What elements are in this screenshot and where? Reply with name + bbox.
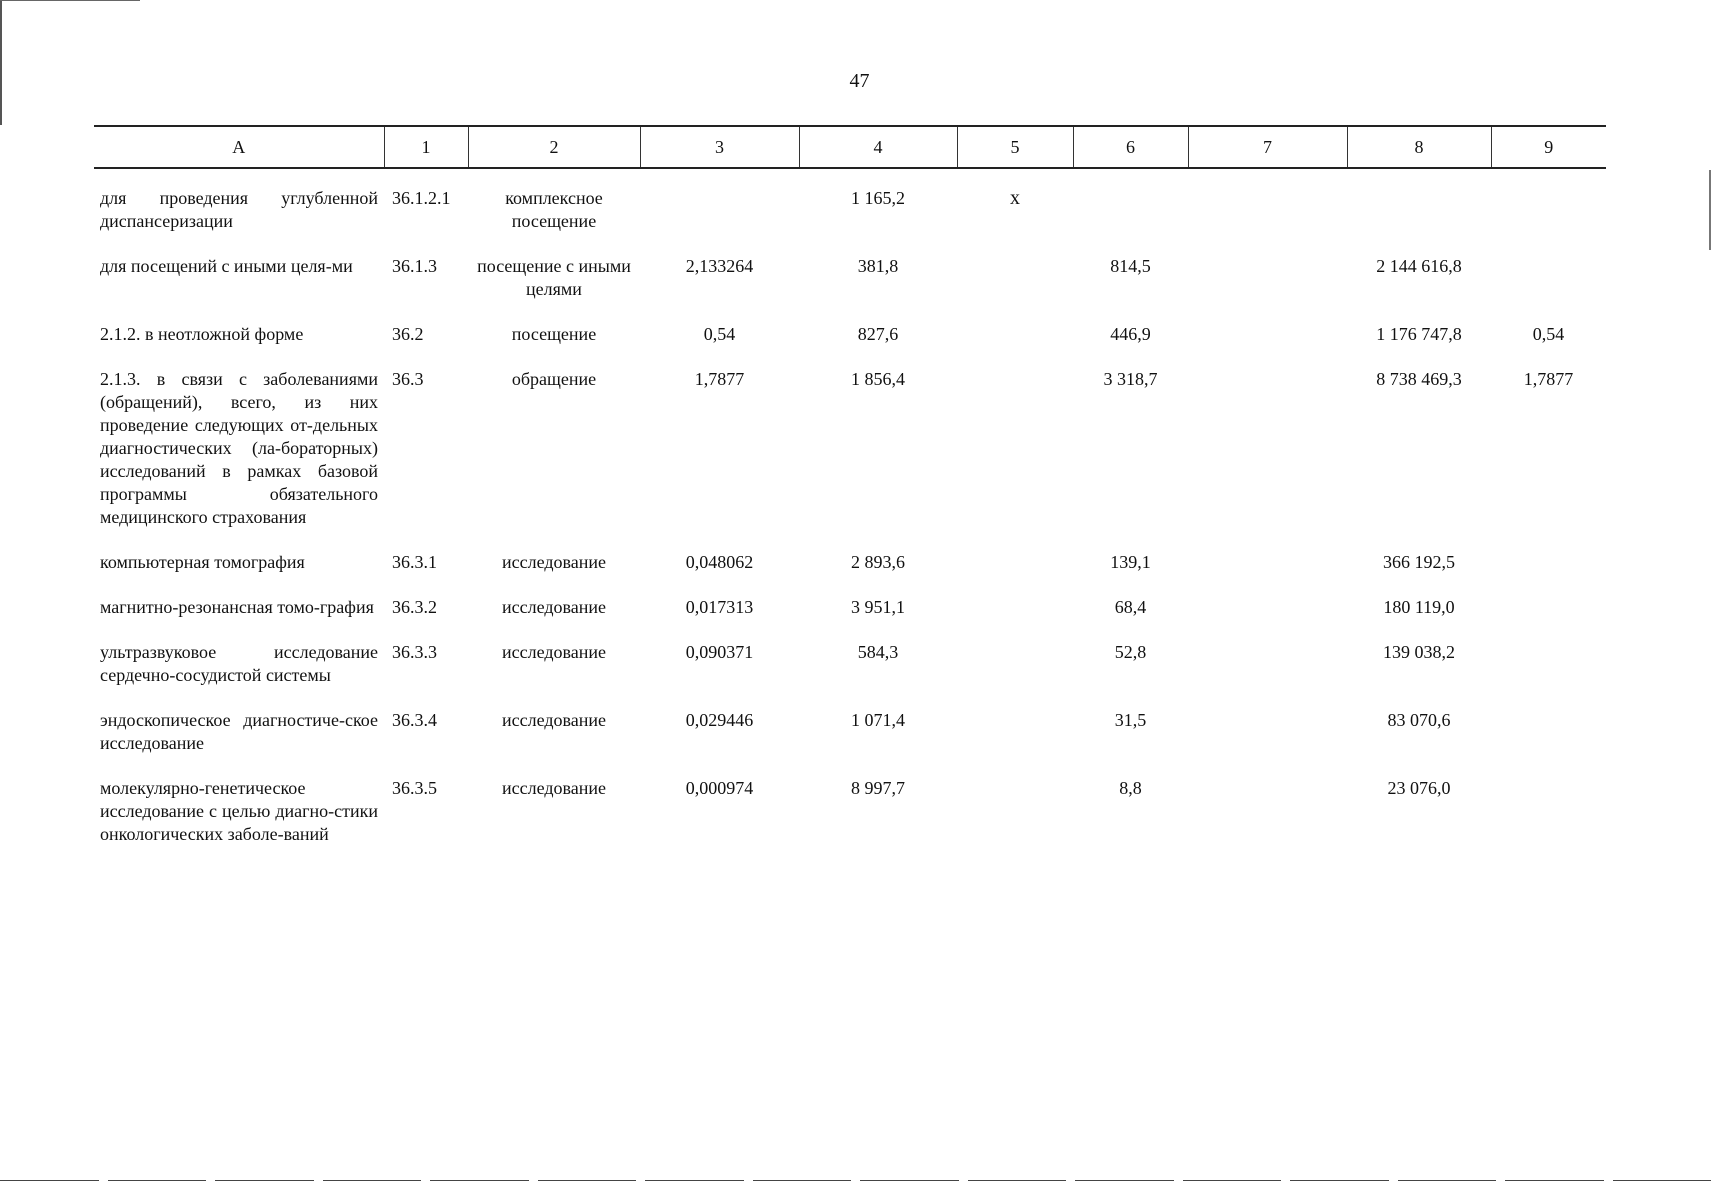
- table-cell-col9: [1491, 529, 1606, 574]
- table-cell-col6: 3 318,7: [1103, 369, 1158, 389]
- table-cell-unit: комплексное посещение: [505, 188, 603, 231]
- page-number: 47: [849, 70, 870, 92]
- table-cell-col7: [1188, 574, 1347, 619]
- table-cell-col6: [1073, 168, 1188, 233]
- table-cell-col5: [957, 233, 1073, 301]
- table-cell-code: 36.1.3: [392, 256, 437, 276]
- table-row: [94, 233, 1606, 301]
- table-cell-col6: 68,4: [1114, 597, 1147, 617]
- table-cell-col3: 0,000974: [685, 778, 754, 798]
- table-cell-col7: [1188, 755, 1347, 846]
- table-cell-unit: посещение: [511, 324, 597, 344]
- column-header: 7: [1188, 126, 1347, 168]
- table-cell-code: 36.3: [392, 369, 424, 389]
- table-cell-col8: 23 076,0: [1387, 778, 1451, 798]
- table-row: [94, 574, 1606, 619]
- scan-bottom-edge: [0, 1173, 1711, 1187]
- table-cell-code: 36.3.3: [392, 642, 437, 662]
- table-row: [94, 687, 1606, 755]
- table-cell-name: 2.1.2. в неотложной форме: [100, 324, 304, 344]
- table-cell-col3: 2,133264: [685, 256, 754, 276]
- table-cell-col8: 366 192,5: [1383, 552, 1455, 572]
- table-cell-col7: [1188, 687, 1347, 755]
- table-cell-col8: 139 038,2: [1383, 642, 1455, 662]
- table-cell-col8: 1 176 747,8: [1376, 324, 1462, 344]
- table-cell-col7: [1188, 619, 1347, 687]
- table-cell-unit: исследование: [501, 552, 606, 572]
- column-header: 6: [1073, 126, 1188, 168]
- table-cell-col9: [1491, 574, 1606, 619]
- table-cell-unit: посещение с иными целями: [477, 256, 631, 299]
- table-cell-col3: [640, 168, 799, 233]
- table-cell-name: 2.1.3. в связи с заболеваниями (обращений), всего, из них проведение следующих от-дельных диагностических (ла-бораторных) исследований в рамках базовой программы обязательного медицинского страхования: [100, 369, 378, 527]
- column-header: А: [94, 126, 384, 168]
- table-cell-col8: 8 738 469,3: [1376, 369, 1462, 389]
- table-cell-col6: 31,5: [1114, 710, 1147, 730]
- table-cell-col8: 180 119,0: [1383, 597, 1455, 617]
- table-cell-name: эндоскопическое диагностиче-ское исследование: [100, 710, 378, 753]
- scan-edge-top: [0, 0, 140, 1]
- table-cell-unit: исследование: [501, 778, 606, 798]
- table-cell-col5: [957, 755, 1073, 846]
- table-cell-col5: [957, 574, 1073, 619]
- table-cell-col4: 2 893,6: [851, 552, 905, 572]
- table-cell-col6: 8,8: [1119, 778, 1142, 798]
- table-cell-name: ультразвуковое исследование сердечно-сосудистой системы: [100, 642, 378, 685]
- table-row: [94, 619, 1606, 687]
- table-row: [94, 346, 1606, 529]
- table-cell-col5: [957, 619, 1073, 687]
- table-cell-col4: 381,8: [857, 256, 899, 276]
- table-cell-code: 36.3.4: [392, 710, 437, 730]
- table-cell-col5: х: [1010, 187, 1020, 209]
- column-header: 4: [799, 126, 957, 168]
- column-header: 5: [957, 126, 1073, 168]
- table-cell-col5: [957, 529, 1073, 574]
- table-cell-name: компьютерная томография: [100, 552, 305, 572]
- column-header: 1: [384, 126, 468, 168]
- table-cell-col9: [1491, 755, 1606, 846]
- table-cell-code: 36.2: [392, 324, 424, 344]
- table-cell-code: 36.3.2: [392, 597, 437, 617]
- table-cell-col7: [1188, 346, 1347, 529]
- table-cell-col3: 1,7877: [694, 369, 745, 389]
- column-header: 8: [1347, 126, 1491, 168]
- table-cell-col6: 446,9: [1110, 324, 1151, 344]
- table-cell-code: 36.1.2.1: [392, 188, 451, 208]
- table-row: [94, 755, 1606, 846]
- table-cell-col9: 1,7877: [1523, 369, 1574, 389]
- table-cell-name: молекулярно-генетическое исследование с целью диагно-стики онкологических заболе-ваний: [100, 778, 378, 844]
- table-cell-col9: [1491, 687, 1606, 755]
- scan-edge-left: [0, 0, 2, 125]
- table-cell-col8: 83 070,6: [1387, 710, 1451, 730]
- table-cell-col9: 0,54: [1532, 324, 1565, 344]
- table-cell-col5: [957, 301, 1073, 346]
- table-cell-col5: [957, 346, 1073, 529]
- table-cell-col8: 2 144 616,8: [1376, 256, 1462, 276]
- table-cell-col4: 584,3: [857, 642, 899, 662]
- table-cell-col3: 0,048062: [685, 552, 754, 572]
- table-cell-col5: [957, 687, 1073, 755]
- table-cell-col6: 814,5: [1110, 256, 1151, 276]
- table-cell-col3: 0,017313: [685, 597, 754, 617]
- table-cell-col6: 139,1: [1110, 552, 1151, 572]
- table-row: [94, 529, 1606, 574]
- table-header-row: [94, 126, 1606, 168]
- table-cell-col4: 1 856,4: [851, 369, 905, 389]
- data-table-container: [94, 125, 1606, 846]
- column-header: 3: [640, 126, 799, 168]
- table-cell-col3: 0,090371: [685, 642, 754, 662]
- table-cell-col9: [1491, 233, 1606, 301]
- table-cell-col3: 0,029446: [685, 710, 754, 730]
- table-cell-col7: [1188, 233, 1347, 301]
- table-cell-col8: [1347, 168, 1491, 233]
- table-cell-col7: [1188, 168, 1347, 233]
- data-table: [94, 125, 1606, 846]
- table-cell-unit: обращение: [511, 369, 597, 389]
- table-cell-col7: [1188, 529, 1347, 574]
- table-cell-name: для посещений с иными целя-ми: [100, 256, 353, 276]
- table-cell-col4: 3 951,1: [851, 597, 905, 617]
- table-cell-name: для проведения углубленной диспансеризации: [100, 188, 378, 231]
- column-header: 9: [1491, 126, 1606, 168]
- table-cell-unit: исследование: [501, 710, 606, 730]
- table-cell-col4: 827,6: [857, 324, 899, 344]
- table-cell-col9: [1491, 168, 1606, 233]
- table-row: [94, 168, 1606, 233]
- table-cell-col9: [1491, 619, 1606, 687]
- table-cell-col7: [1188, 301, 1347, 346]
- table-cell-code: 36.3.5: [392, 778, 437, 798]
- table-cell-col4: 1 165,2: [851, 188, 905, 208]
- table-cell-unit: исследование: [501, 642, 606, 662]
- column-header: 2: [468, 126, 640, 168]
- table-cell-col4: 1 071,4: [851, 710, 905, 730]
- table-cell-code: 36.3.1: [392, 552, 437, 572]
- table-cell-col4: 8 997,7: [851, 778, 905, 798]
- table-cell-name: магнитно-резонансная томо-графия: [100, 597, 374, 617]
- table-cell-unit: исследование: [501, 597, 606, 617]
- table-row: [94, 301, 1606, 346]
- table-cell-col3: 0,54: [703, 324, 736, 344]
- table-cell-col6: 52,8: [1114, 642, 1147, 662]
